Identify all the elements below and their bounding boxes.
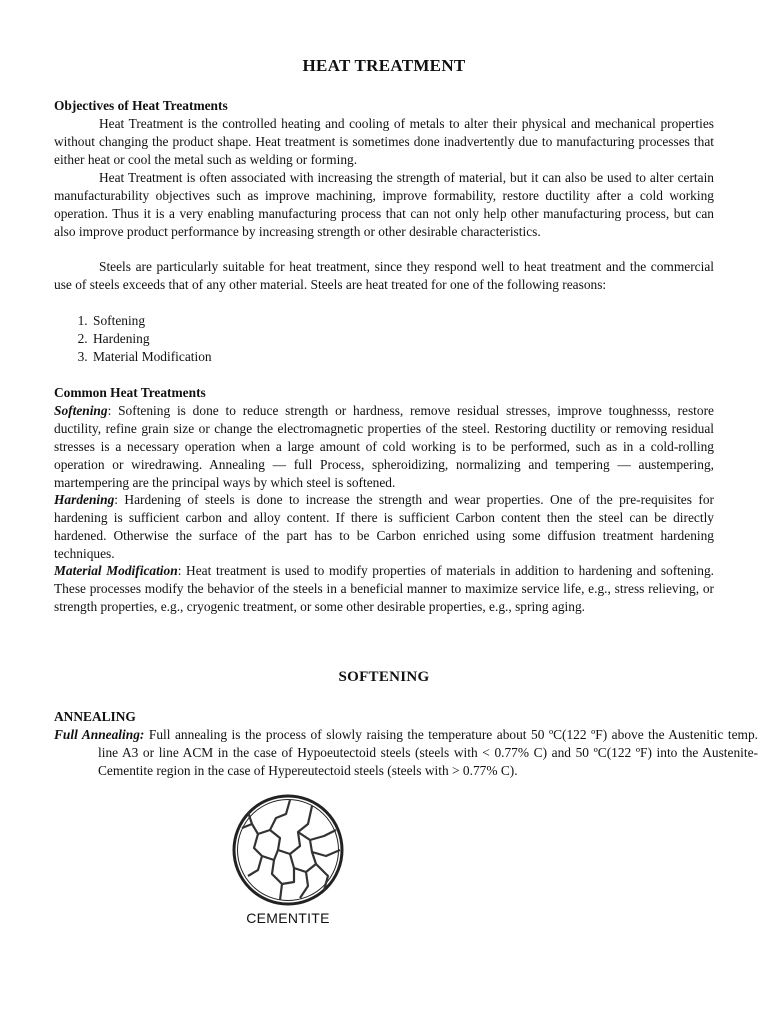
list-item: 1. Softening [91,312,212,330]
objectives-paragraph-1: Heat Treatment is the controlled heating and cooling of metals to alter their physical and mechanical properties without changing the product shape. Heat treatment is sometimes done inadvertently due to manufacturing processes that either heat or cool the metal such as welding or forming. [54,116,714,167]
common-treatments-heading: Common Heat Treatments [54,385,206,400]
softening-paragraph [54,402,714,492]
hardening-label: Hardening [54,492,115,507]
objectives-paragraph-3: Steels are particularly suitable for heat treatment, since they respond well to heat treatment and the commercial use of steels exceeds that of any other material. Steels are heat treated for one of the following reasons: [54,259,714,292]
hardening-text: : Hardening of steels is done to increase the strength and wear properties. One of the pre-requisites for hardening is sufficient carbon and alloy content. If there is sufficient Carbon content then the steel can be directly hardened. Otherwise the surface of the part has to be Carbon enriched using some diffusion treatment hardening techniques. [54,492,714,561]
full-annealing-text: Full annealing is the process of slowly raising the temperature about 50 ºC(122 ºF) above the Austenitic temp. line A3 or line ACM in the case of Hypoeutectoid steels (steels with < 0.77% C) and 50 ºC(122 ºF) into the Austenite-Cementite region in the case of Hypereutectoid steels (steels with > 0.77% C). [98,727,758,778]
full-annealing-paragraph [54,726,758,780]
figure-caption: CEMENTITE [246,910,330,926]
full-annealing-label: Full Annealing: [54,727,145,742]
microstructure-grain-icon [228,790,348,908]
modification-text: : Heat treatment is used to modify properties of materials in addition to hardening and softening. These processes modify the behavior of the steels in a beneficial manner to maximize service life, e.g., stress relieving, or strength properties, e.g., cryogenic treatment, or some other desirable properties, e.g., spring aging. [54,563,714,614]
annealing-heading: ANNEALING [54,709,136,724]
softening-label: Softening [54,403,108,418]
list-item: 3. Material Modification [91,348,212,366]
softening-text: : Softening is done to reduce strength or hardness, remove residual stresses, improve toughnesss, restore ductility, refine grain size or change the electromagnetic properties of the steel. Restoring ductility or removing residual stresses is a necessary operation when a large amount of cold working is to be performed, such as in a cold-rolling operation or wiredrawing. Annealing — full Process, spheroidizing, normalizing and tempering — austempering, martempering are the principal ways by which steel is softened. [54,403,714,490]
reasons-list [54,312,212,366]
objectives-heading: Objectives of Heat Treatments [54,98,228,113]
page-title: HEAT TREATMENT [302,56,466,75]
hardening-paragraph [54,491,714,563]
modification-label: Material Modification [54,563,178,578]
list-item: 2. Hardening [91,330,212,348]
softening-section-heading: SOFTENING [338,669,430,685]
objectives-paragraph-2: Heat Treatment is often associated with increasing the strength of material, but it can also be used to alter certain manufacturability objectives such as improve machining, improve formability, restore ductility after a cold working operation. Thus it is a very enabling manufacturing process that can not only help other manufacturing process, but can also improve product performance by increasing strength or other desirable characteristics. [54,170,714,239]
modification-paragraph [54,562,714,616]
